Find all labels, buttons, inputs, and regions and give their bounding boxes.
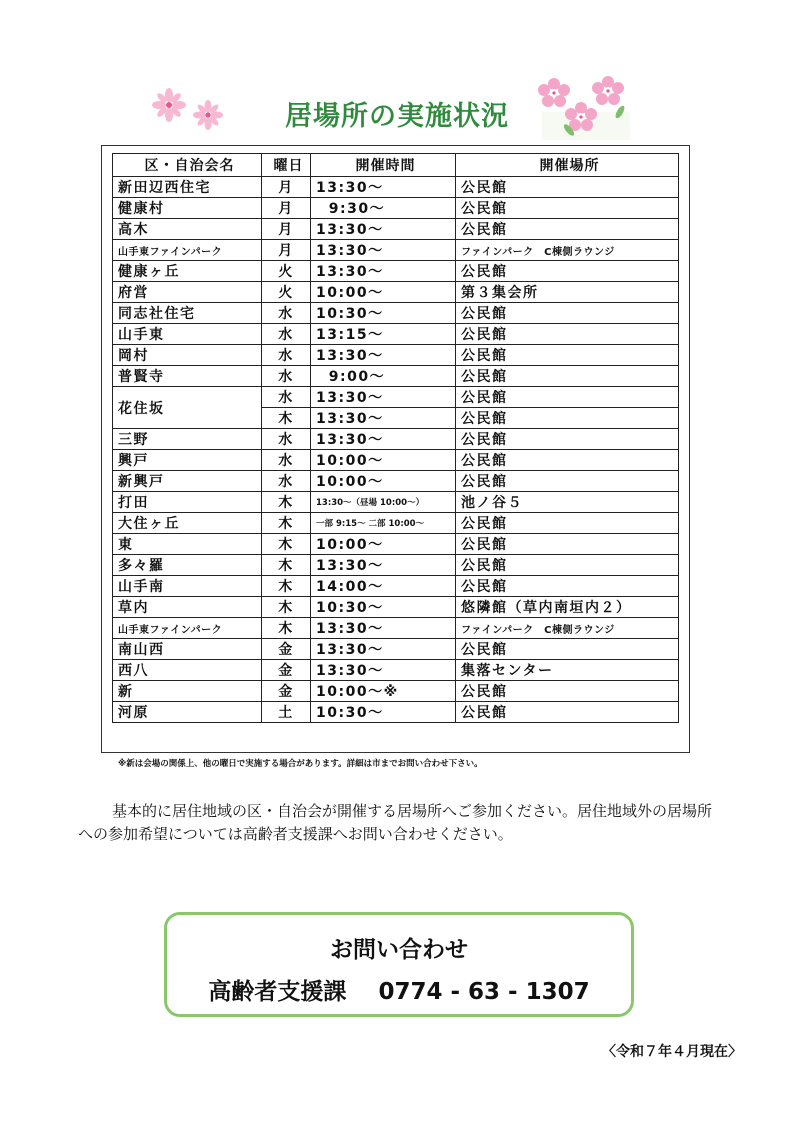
- contact-phone: 0774 - 63 - 1307: [378, 979, 590, 1005]
- time-cell: 10:00～: [311, 471, 456, 492]
- place-cell: 集落センター: [456, 660, 679, 681]
- place-cell: 公民館: [456, 198, 679, 219]
- district-cell: 府営: [113, 282, 262, 303]
- time-cell: 13:30～: [311, 639, 456, 660]
- table-row: [113, 660, 679, 681]
- table-header-row: [113, 154, 679, 177]
- place-cell: 公民館: [456, 681, 679, 702]
- place-cell: ファインパーク C棟側ラウンジ: [456, 240, 679, 261]
- day-cell: 木: [262, 408, 311, 429]
- day-cell: 金: [262, 639, 311, 660]
- day-cell: 木: [262, 534, 311, 555]
- time-cell: 13:30～: [311, 387, 456, 408]
- day-cell: 木: [262, 576, 311, 597]
- time-cell: 13:30～: [311, 429, 456, 450]
- district-cell: 東: [113, 534, 262, 555]
- day-cell: 水: [262, 429, 311, 450]
- district-cell: 大住ヶ丘: [113, 513, 262, 534]
- time-cell: 10:00～: [311, 282, 456, 303]
- place-cell: 公民館: [456, 408, 679, 429]
- time-cell: 一部 9:15～ 二部 10:00～: [311, 513, 456, 534]
- place-cell: 悠隣館（草内南垣内２）: [456, 597, 679, 618]
- day-cell: 水: [262, 471, 311, 492]
- place-cell: 公民館: [456, 345, 679, 366]
- time-cell: 9:00～: [311, 366, 456, 387]
- header-day: 曜日: [262, 154, 311, 177]
- day-cell: 月: [262, 219, 311, 240]
- table-row: [113, 261, 679, 282]
- time-cell: 9:30～: [311, 198, 456, 219]
- contact-title: お問い合わせ: [330, 937, 468, 963]
- time-cell: 13:30～: [311, 618, 456, 639]
- table-row: [113, 681, 679, 702]
- day-cell: 金: [262, 660, 311, 681]
- table-row: [113, 240, 679, 261]
- table-row: [113, 387, 679, 408]
- place-cell: 公民館: [456, 513, 679, 534]
- table-row: [113, 639, 679, 660]
- time-cell: 10:00～※: [311, 681, 456, 702]
- district-cell: 花住坂: [113, 387, 262, 429]
- district-cell: 高木: [113, 219, 262, 240]
- time-cell: 10:00～: [311, 450, 456, 471]
- district-cell: 健康ヶ丘: [113, 261, 262, 282]
- day-cell: 月: [262, 240, 311, 261]
- table-row: [113, 324, 679, 345]
- day-cell: 水: [262, 303, 311, 324]
- time-cell: 13:30～: [311, 240, 456, 261]
- table-row: [113, 513, 679, 534]
- contact-line: [167, 973, 631, 1006]
- contact-department: 高齢者支援課: [208, 979, 347, 1005]
- day-cell: 木: [262, 597, 311, 618]
- table-row: [113, 471, 679, 492]
- table-row: [113, 576, 679, 597]
- time-cell: 10:00～: [311, 534, 456, 555]
- table-row: [113, 702, 679, 723]
- place-cell: ファインパーク C棟側ラウンジ: [456, 618, 679, 639]
- place-cell: 公民館: [456, 471, 679, 492]
- table-row: [113, 618, 679, 639]
- table-row: [113, 345, 679, 366]
- place-cell: 公民館: [456, 639, 679, 660]
- day-cell: 火: [262, 261, 311, 282]
- district-cell: 山手東ファインパーク: [113, 618, 262, 639]
- time-cell: 13:30～: [311, 555, 456, 576]
- day-cell: 水: [262, 345, 311, 366]
- time-cell: 10:30～: [311, 702, 456, 723]
- contact-box: [164, 912, 634, 1017]
- table-row: [113, 177, 679, 198]
- district-cell: 岡村: [113, 345, 262, 366]
- district-cell: 多々羅: [113, 555, 262, 576]
- day-cell: 月: [262, 198, 311, 219]
- district-cell: 新田辺西住宅: [113, 177, 262, 198]
- day-cell: 木: [262, 618, 311, 639]
- district-cell: 打田: [113, 492, 262, 513]
- time-cell: 13:30～: [311, 408, 456, 429]
- table-row: [113, 555, 679, 576]
- table-row: [113, 597, 679, 618]
- place-cell: 公民館: [456, 429, 679, 450]
- district-cell: 南山西: [113, 639, 262, 660]
- district-cell: 山手東: [113, 324, 262, 345]
- day-cell: 金: [262, 681, 311, 702]
- district-cell: 山手南: [113, 576, 262, 597]
- place-cell: 第３集会所: [456, 282, 679, 303]
- time-cell: 13:30～: [311, 261, 456, 282]
- header-time: 開催時間: [311, 154, 456, 177]
- time-cell: 13:30～: [311, 219, 456, 240]
- district-cell: 山手東ファインパーク: [113, 240, 262, 261]
- footnote: ※新は会場の関係上、他の曜日で実施する場合があります。詳細は市までお問い合わせ下さい。: [118, 759, 483, 769]
- table-row: [113, 450, 679, 471]
- header-place: 開催場所: [456, 154, 679, 177]
- day-cell: 木: [262, 513, 311, 534]
- place-cell: 公民館: [456, 177, 679, 198]
- day-cell: 水: [262, 387, 311, 408]
- table-row: [113, 492, 679, 513]
- day-cell: 水: [262, 324, 311, 345]
- time-cell: 10:30～: [311, 597, 456, 618]
- place-cell: 公民館: [456, 324, 679, 345]
- place-cell: 公民館: [456, 366, 679, 387]
- place-cell: 公民館: [456, 303, 679, 324]
- table-row: [113, 534, 679, 555]
- day-cell: 水: [262, 450, 311, 471]
- time-cell: 13:30～（昼場 10:00～）: [311, 492, 456, 513]
- time-cell: 13:30～: [311, 177, 456, 198]
- place-cell: 公民館: [456, 555, 679, 576]
- district-cell: 三野: [113, 429, 262, 450]
- header-district: 区・自治会名: [113, 154, 262, 177]
- date-note: 〈令和７年４月現在〉: [602, 1044, 742, 1060]
- district-cell: 新興戸: [113, 471, 262, 492]
- district-cell: 健康村: [113, 198, 262, 219]
- place-cell: 公民館: [456, 534, 679, 555]
- place-cell: 公民館: [456, 576, 679, 597]
- day-cell: 火: [262, 282, 311, 303]
- day-cell: 木: [262, 492, 311, 513]
- place-cell: 公民館: [456, 702, 679, 723]
- district-cell: 同志社住宅: [113, 303, 262, 324]
- district-cell: 草内: [113, 597, 262, 618]
- time-cell: 13:15～: [311, 324, 456, 345]
- place-cell: 公民館: [456, 219, 679, 240]
- time-cell: 14:00～: [311, 576, 456, 597]
- place-cell: 公民館: [456, 261, 679, 282]
- district-cell: 西八: [113, 660, 262, 681]
- table-row: [113, 219, 679, 240]
- district-cell: 河原: [113, 702, 262, 723]
- time-cell: 10:30～: [311, 303, 456, 324]
- table-row: [113, 429, 679, 450]
- place-cell: 公民館: [456, 450, 679, 471]
- time-cell: 13:30～: [311, 660, 456, 681]
- district-cell: 興戸: [113, 450, 262, 471]
- time-cell: 13:30～: [311, 345, 456, 366]
- page-title: 居場所の実施状況: [285, 101, 509, 132]
- district-cell: 新: [113, 681, 262, 702]
- table-row: [113, 366, 679, 387]
- place-cell: 池ノ谷５: [456, 492, 679, 513]
- table-row: [113, 303, 679, 324]
- day-cell: 水: [262, 366, 311, 387]
- place-cell: 公民館: [456, 387, 679, 408]
- day-cell: 月: [262, 177, 311, 198]
- table-row: [113, 282, 679, 303]
- day-cell: 土: [262, 702, 311, 723]
- district-cell: 普賢寺: [113, 366, 262, 387]
- body-paragraph: 基本的に居住地域の区・自治会が開催する居場所へご参加ください。居住地域外の居場所への参加希望については高齢者支援課へお問い合わせください。: [78, 802, 713, 843]
- day-cell: 木: [262, 555, 311, 576]
- table-row: [113, 198, 679, 219]
- schedule-table: [112, 153, 679, 723]
